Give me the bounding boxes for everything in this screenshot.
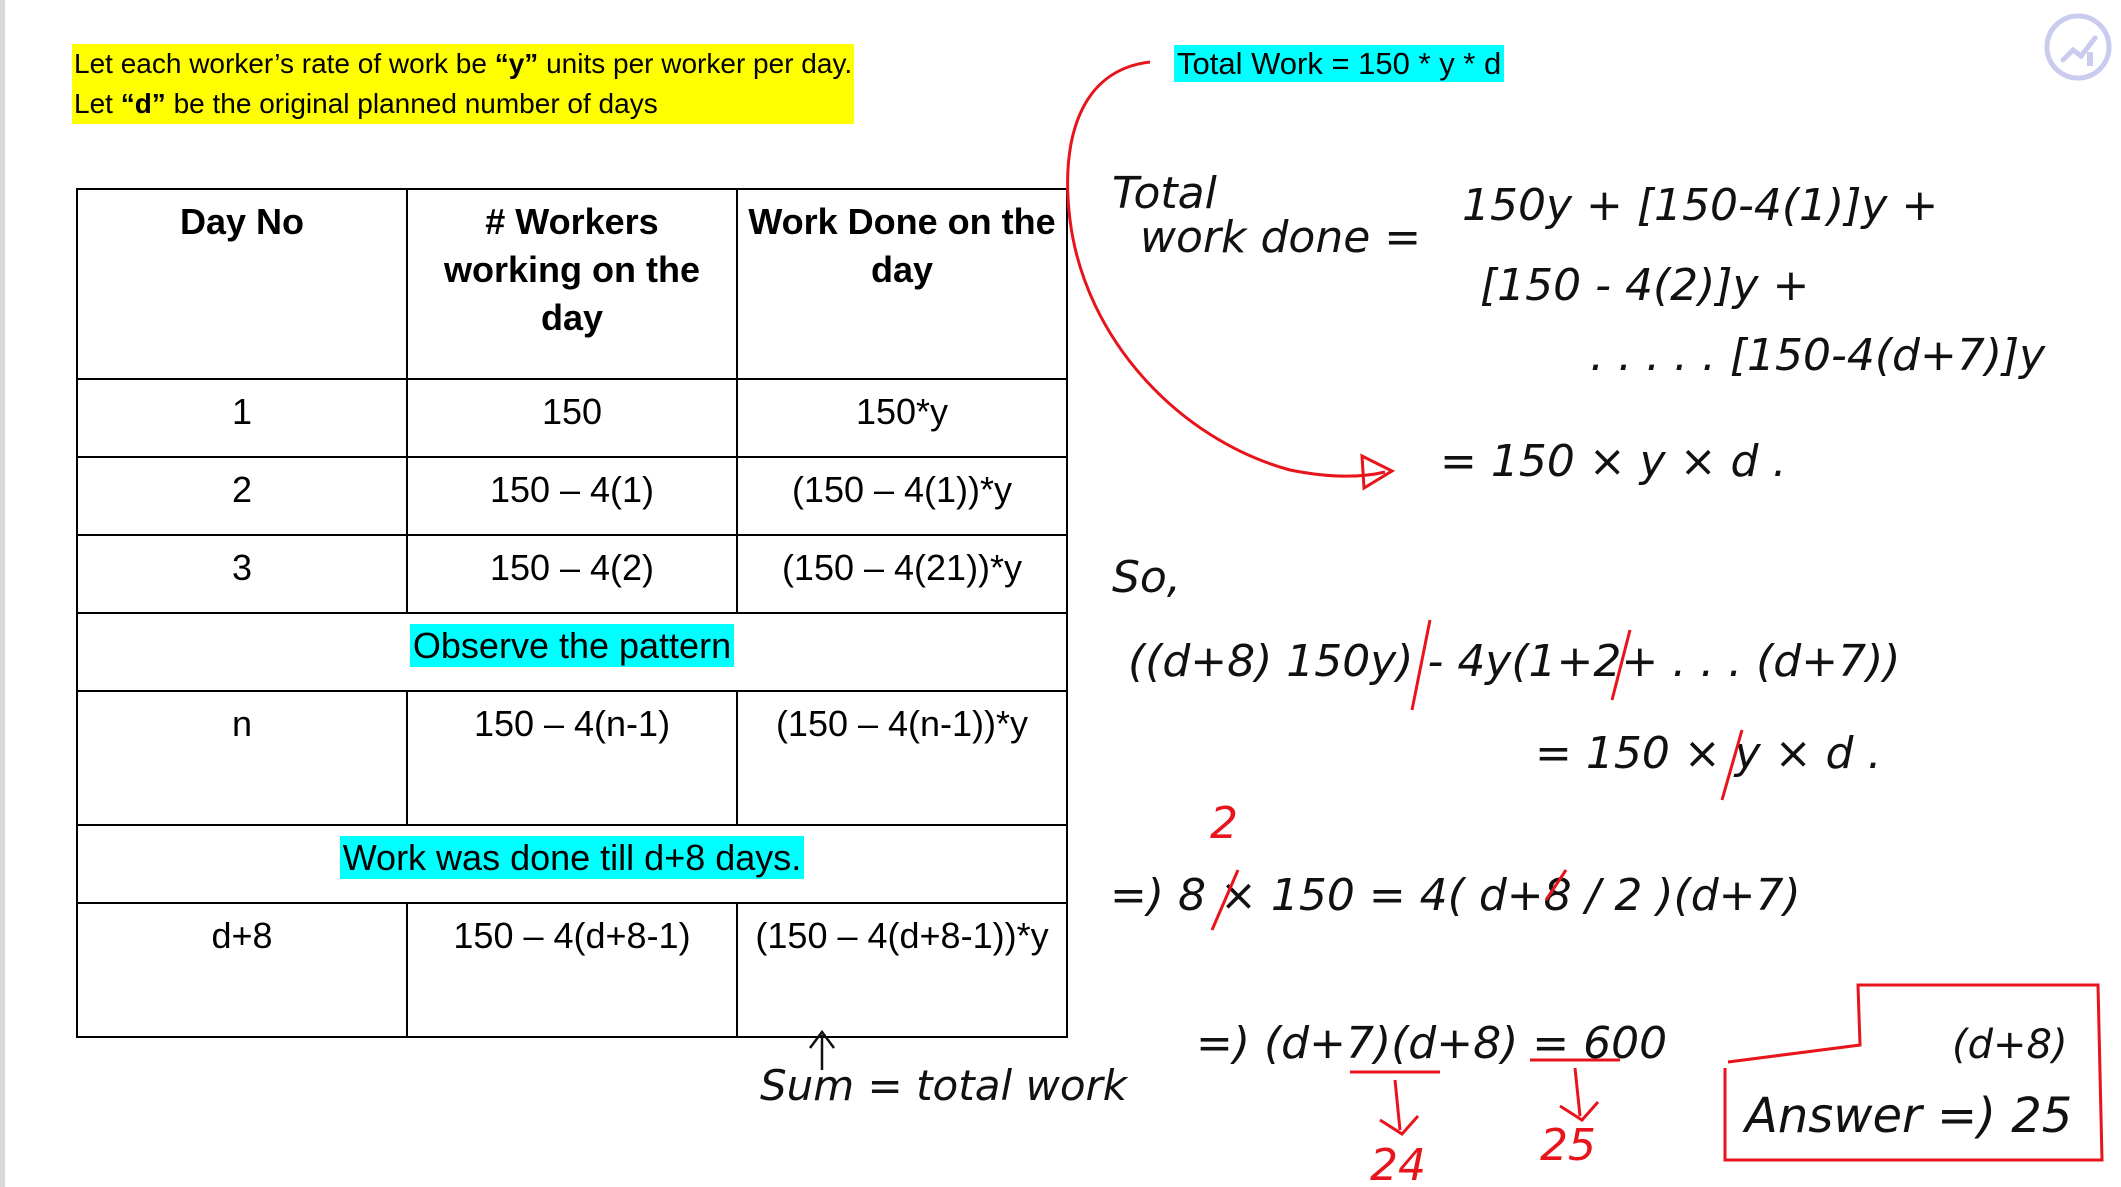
- cell-day: n: [77, 691, 407, 825]
- cell-workers: 150 – 4(1): [407, 457, 737, 535]
- intro-line-2: Let “d” be the original planned number of days: [72, 84, 854, 124]
- hw-sum-note: Sum = total work: [760, 1061, 1128, 1110]
- intro-line-1: Let each worker’s rate of work be “y” units per worker per day.: [72, 44, 854, 84]
- arrow-head-icon: [1362, 456, 1392, 488]
- total-work-label: Total Work = 150 * y * d: [1174, 44, 1504, 84]
- underline-d8: [1530, 1060, 1620, 1120]
- cell-work: (150 – 4(d+8-1))*y: [737, 903, 1067, 1037]
- cell-workers: 150 – 4(2): [407, 535, 737, 613]
- hw-answer-label: (d+8): [1952, 1022, 2068, 1068]
- cell-work: (150 – 4(n-1))*y: [737, 691, 1067, 825]
- hw-line2: [150 - 4(2)]y +: [1480, 260, 1810, 311]
- observe-pattern-cell: Observe the pattern: [77, 613, 1067, 691]
- header-day-no: Day No: [77, 189, 407, 379]
- cell-work: (150 – 4(1))*y: [737, 457, 1067, 535]
- header-work-done: Work Done on the day: [737, 189, 1067, 379]
- underline-d7: [1350, 1072, 1440, 1134]
- hw-line1: 150y + [150-4(1)]y +: [1462, 180, 1939, 231]
- cell-day: 2: [77, 457, 407, 535]
- hw-imp1: =) 8 × 150 = 4( d+8 / 2 )(d+7): [1110, 870, 1801, 921]
- cell-day: d+8: [77, 903, 407, 1037]
- hw-answer: Answer =) 25: [1745, 1088, 2073, 1144]
- cell-workers: 150: [407, 379, 737, 457]
- header-workers: # Workers working on the day: [407, 189, 737, 379]
- red-curve-arrow: [1068, 62, 1385, 476]
- hw-line3: . . . . . [150-4(d+7)]y: [1590, 330, 2046, 381]
- hw-so-result: = 150 × y × d .: [1535, 728, 1882, 779]
- cell-day: 3: [77, 535, 407, 613]
- hw-so: So,: [1112, 552, 1181, 603]
- hw-25: 25: [1540, 1120, 1596, 1171]
- hw-work-done: work done =: [1140, 212, 1422, 263]
- cell-work: 150*y: [737, 379, 1067, 457]
- cell-workers: 150 – 4(n-1): [407, 691, 737, 825]
- hw-eq-result: = 150 × y × d .: [1440, 436, 1787, 487]
- hw-two: 2: [1210, 798, 1238, 849]
- hw-so-line: ((d+8) 150y) - 4y(1+2+ . . . (d+7)): [1128, 636, 1901, 687]
- cell-day: 1: [77, 379, 407, 457]
- cell-work: (150 – 4(21))*y: [737, 535, 1067, 613]
- hw-24: 24: [1370, 1140, 1426, 1187]
- work-till-cell: Work was done till d+8 days.: [77, 825, 1067, 903]
- hw-total: Total: [1112, 168, 1217, 219]
- hw-imp2: =) (d+7)(d+8) = 600: [1196, 1018, 1668, 1069]
- cell-workers: 150 – 4(d+8-1): [407, 903, 737, 1037]
